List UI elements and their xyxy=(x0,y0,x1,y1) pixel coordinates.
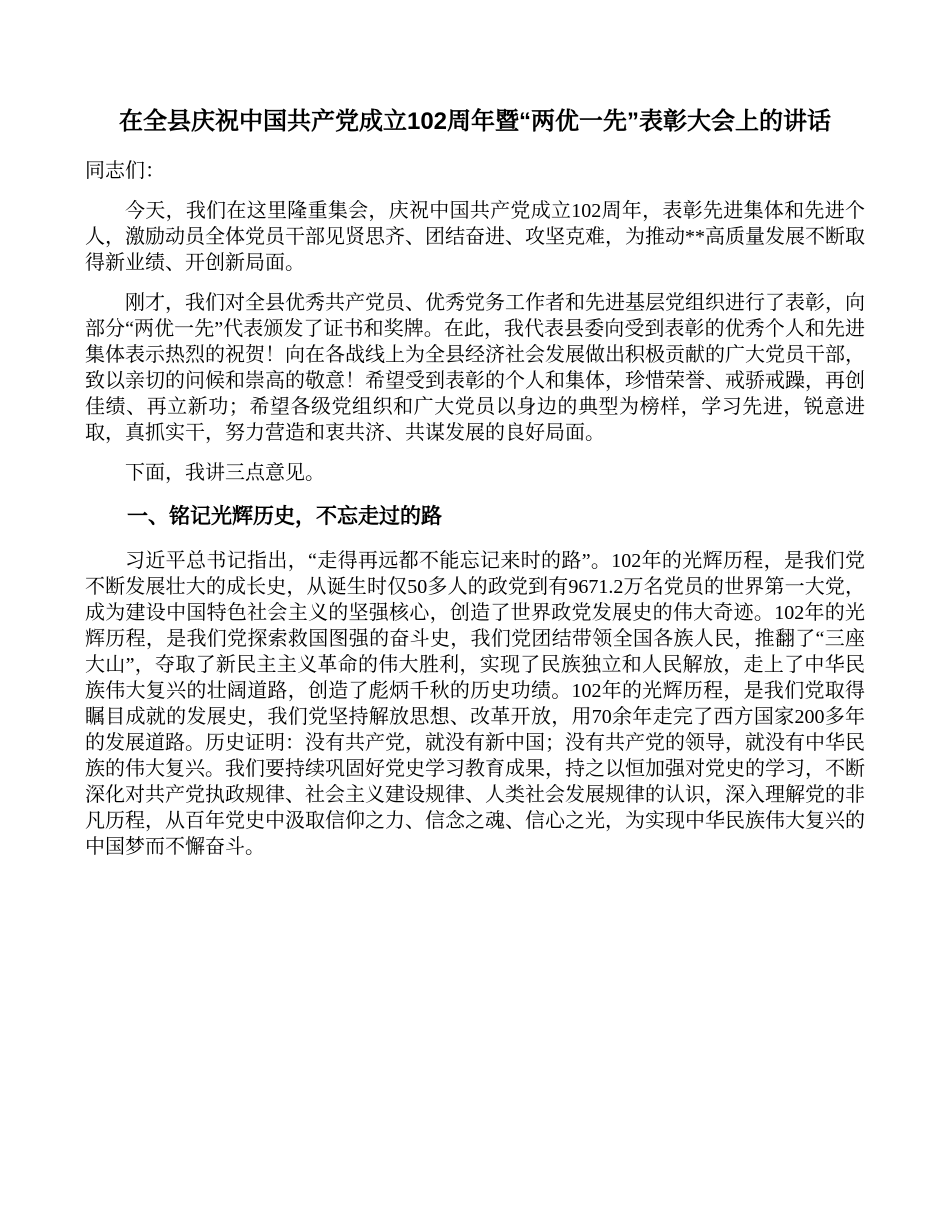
paragraph-transition: 下面，我讲三点意见。 xyxy=(125,462,325,484)
document-title: 在全县庆祝中国共产党成立102周年暨“两优一先”表彰大会上的讲话 xyxy=(118,108,832,135)
paragraph-opening: 今天，我们在这里隆重集会，庆祝中国共产党成立102周年，表彰先进集体和先进个人，激励动员全体党员干部见贤思齐、团结奋进、攻坚克难，为推动**高质量发展不断取得新业绩、开创新局面。 xyxy=(85,200,865,274)
section-heading-1: 一、铭记光辉历史，不忘走过的路 xyxy=(127,505,442,528)
paragraph-commendation: 刚才，我们对全县优秀共产党员、优秀党务工作者和先进基层党组织进行了表彰，向部分“两优一先”代表颁发了证书和奖牌。在此，我代表县委向受到表彰的优秀个人和先进集体表示热烈的祝贺！向在各战线上为全县经济社会发展做出积极贡献的广大党员干部，致以亲切的问候和崇高的敬意！希望受到表彰的个人和集体，珍惜荣誉、戒骄戒躁，再创佳绩、再立新功；希望各级党组织和广大党员以身边的典型为榜样，学习先进，锐意进取，真抓实干，努力营造和衷共济、共谋发展的良好局面。 xyxy=(85,292,865,444)
salutation: 同志们： xyxy=(85,160,165,182)
section-1-body: 习近平总书记指出，“走得再远都不能忘记来时的路”。102年的光辉历程，是我们党不断发展壮大的成长史，从诞生时仅50多人的政党到有9671.2万名党员的世界第一大党，成为建设中国特色社会主义的坚强核心，创造了世界政党发展史的伟大奇迹。102年的光辉历程，是我们党探索救国图强的奋斗史，我们党团结带领全国各族人民，推翻了“三座大山”，夺取了新民主主义革命的伟大胜利，实现了民族独立和人民解放，走上了中华民族伟大复兴的壮阔道路，创造了彪炳千秋的历史功绩。102年的光辉历程，是我们党取得瞩目成就的发展史，我们党坚持解放思想、改革开放，用70余年走完了西方国家200多年的发展道路。历史证明：没有共产党，就没有新中国；没有共产党的领导，就没有中华民族的伟大复兴。我们要持续巩固好党史学习教育成果，持之以恒加强对党史的学习，不断深化对共产党执政规律、社会主义建设规律、人类社会发展规律的认识，深入理解党的非凡历程，从百年党史中汲取信仰之力、信念之魂、信心之光，为实现中华民族伟大复兴的中国梦而不懈奋斗。 xyxy=(85,550,865,858)
